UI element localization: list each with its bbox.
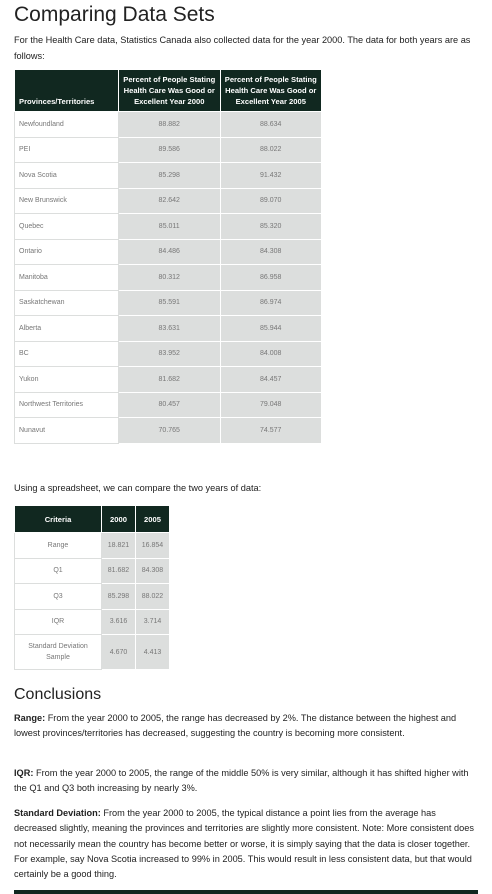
table-body bbox=[15, 112, 322, 444]
iqr-text: From the year 2000 to 2005, the range of the middle 50% is very similar, although it has shifted higher with the Q1 and Q3 both increasing by nearly 3%. bbox=[14, 768, 469, 794]
value-cell: 88.882 bbox=[119, 112, 221, 138]
value-cell: 85.011 bbox=[119, 214, 221, 240]
value-cell: 80.312 bbox=[119, 265, 221, 291]
range-conclusion bbox=[14, 711, 478, 742]
value-cell: 74.577 bbox=[220, 418, 322, 444]
table-row bbox=[15, 609, 170, 635]
value-cell: 3.714 bbox=[136, 609, 170, 635]
row-label-cell: Standard Deviation Sample bbox=[15, 635, 102, 670]
table-row bbox=[15, 533, 170, 559]
sd-label: Standard Deviation: bbox=[14, 808, 101, 818]
value-cell: 85.944 bbox=[220, 316, 322, 342]
row-label-cell: Saskatchewan bbox=[15, 290, 119, 316]
row-label-cell: BC bbox=[15, 341, 119, 367]
value-cell: 4.413 bbox=[136, 635, 170, 670]
table-row bbox=[15, 418, 322, 444]
value-cell: 83.952 bbox=[119, 341, 221, 367]
column-header: Percent of People Stating Health Care Was Good or Excellent Year 2005 bbox=[220, 70, 322, 112]
sd-text: From the year 2000 to 2005, the typical distance a point lies from the average has decreased slightly, meaning the provinces and territories are slightly more consistent. Note: More consistent does not necessarily mean the country has become better or worse, it is simply saying that the data is closer together. For example, say Nova Scotia increased to 99% in 2005. This would result in less consistent data, but that would certainly be a good thing. bbox=[14, 808, 474, 880]
row-label-cell: Quebec bbox=[15, 214, 119, 240]
column-header: Percent of People Stating Health Care Was Good or Excellent Year 2000 bbox=[119, 70, 221, 112]
column-header: 2000 bbox=[102, 506, 136, 533]
table-row bbox=[15, 584, 170, 610]
value-cell: 85.298 bbox=[102, 584, 136, 610]
value-cell: 83.631 bbox=[119, 316, 221, 342]
row-label-cell: Q3 bbox=[15, 584, 102, 610]
table-row bbox=[15, 635, 170, 670]
row-label-cell: Range bbox=[15, 533, 102, 559]
row-label-cell: Ontario bbox=[15, 239, 119, 265]
row-label-cell: Nova Scotia bbox=[15, 163, 119, 189]
value-cell: 80.457 bbox=[119, 392, 221, 418]
conclusions-heading: Conclusions bbox=[14, 686, 102, 703]
table-row bbox=[15, 214, 322, 240]
column-header: Criteria bbox=[15, 506, 102, 533]
row-label-cell: IQR bbox=[15, 609, 102, 635]
column-header: Provinces/Territories bbox=[15, 70, 119, 112]
table-header-row bbox=[15, 70, 322, 112]
bottom-divider bbox=[14, 890, 478, 894]
value-cell: 85.591 bbox=[119, 290, 221, 316]
table-row bbox=[15, 341, 322, 367]
value-cell: 88.022 bbox=[136, 584, 170, 610]
sd-conclusion bbox=[14, 806, 478, 882]
comparison-intro: Using a spreadsheet, we can compare the two years of data: bbox=[14, 483, 262, 493]
row-label-cell: Newfoundland bbox=[15, 112, 119, 138]
value-cell: 81.682 bbox=[119, 367, 221, 393]
intro-text: For the Health Care data, Statistics Canada also collected data for the year 2000. The data for both years are as follows: bbox=[14, 35, 471, 61]
table-row bbox=[15, 137, 322, 163]
value-cell: 3.616 bbox=[102, 609, 136, 635]
row-label-cell: Nunavut bbox=[15, 418, 119, 444]
value-cell: 89.070 bbox=[220, 188, 322, 214]
table-row bbox=[15, 558, 170, 584]
value-cell: 16.854 bbox=[136, 533, 170, 559]
value-cell: 79.048 bbox=[220, 392, 322, 418]
value-cell: 85.298 bbox=[119, 163, 221, 189]
value-cell: 88.022 bbox=[220, 137, 322, 163]
page-title: Comparing Data Sets bbox=[14, 3, 215, 26]
table-row bbox=[15, 265, 322, 291]
table-row bbox=[15, 239, 322, 265]
row-label-cell: Yukon bbox=[15, 367, 119, 393]
value-cell: 4.670 bbox=[102, 635, 136, 670]
value-cell: 84.308 bbox=[220, 239, 322, 265]
row-label-cell: New Brunswick bbox=[15, 188, 119, 214]
table-row bbox=[15, 112, 322, 138]
value-cell: 84.008 bbox=[220, 341, 322, 367]
value-cell: 86.958 bbox=[220, 265, 322, 291]
iqr-conclusion bbox=[14, 766, 478, 797]
value-cell: 84.486 bbox=[119, 239, 221, 265]
table-header-row bbox=[15, 506, 170, 533]
value-cell: 70.765 bbox=[119, 418, 221, 444]
table-body bbox=[15, 533, 170, 670]
value-cell: 91.432 bbox=[220, 163, 322, 189]
value-cell: 81.682 bbox=[102, 558, 136, 584]
value-cell: 18.821 bbox=[102, 533, 136, 559]
column-header: 2005 bbox=[136, 506, 170, 533]
value-cell: 88.634 bbox=[220, 112, 322, 138]
row-label-cell: PEI bbox=[15, 137, 119, 163]
value-cell: 84.457 bbox=[220, 367, 322, 393]
health-care-table bbox=[14, 69, 322, 444]
value-cell: 84.308 bbox=[136, 558, 170, 584]
table-row bbox=[15, 290, 322, 316]
row-label-cell: Northwest Territories bbox=[15, 392, 119, 418]
table-row bbox=[15, 316, 322, 342]
range-text: From the year 2000 to 2005, the range has decreased by 2%. The distance between the highest and lowest provinces/territories has decreased, suggesting the country is becoming more consistent. bbox=[14, 713, 457, 739]
table-row bbox=[15, 367, 322, 393]
value-cell: 89.586 bbox=[119, 137, 221, 163]
iqr-label: IQR: bbox=[14, 768, 34, 778]
table-row bbox=[15, 392, 322, 418]
value-cell: 86.974 bbox=[220, 290, 322, 316]
table-row bbox=[15, 163, 322, 189]
value-cell: 85.320 bbox=[220, 214, 322, 240]
value-cell: 82.642 bbox=[119, 188, 221, 214]
criteria-table bbox=[14, 505, 170, 670]
row-label-cell: Q1 bbox=[15, 558, 102, 584]
range-label: Range: bbox=[14, 713, 46, 723]
row-label-cell: Alberta bbox=[15, 316, 119, 342]
table-row bbox=[15, 188, 322, 214]
row-label-cell: Manitoba bbox=[15, 265, 119, 291]
